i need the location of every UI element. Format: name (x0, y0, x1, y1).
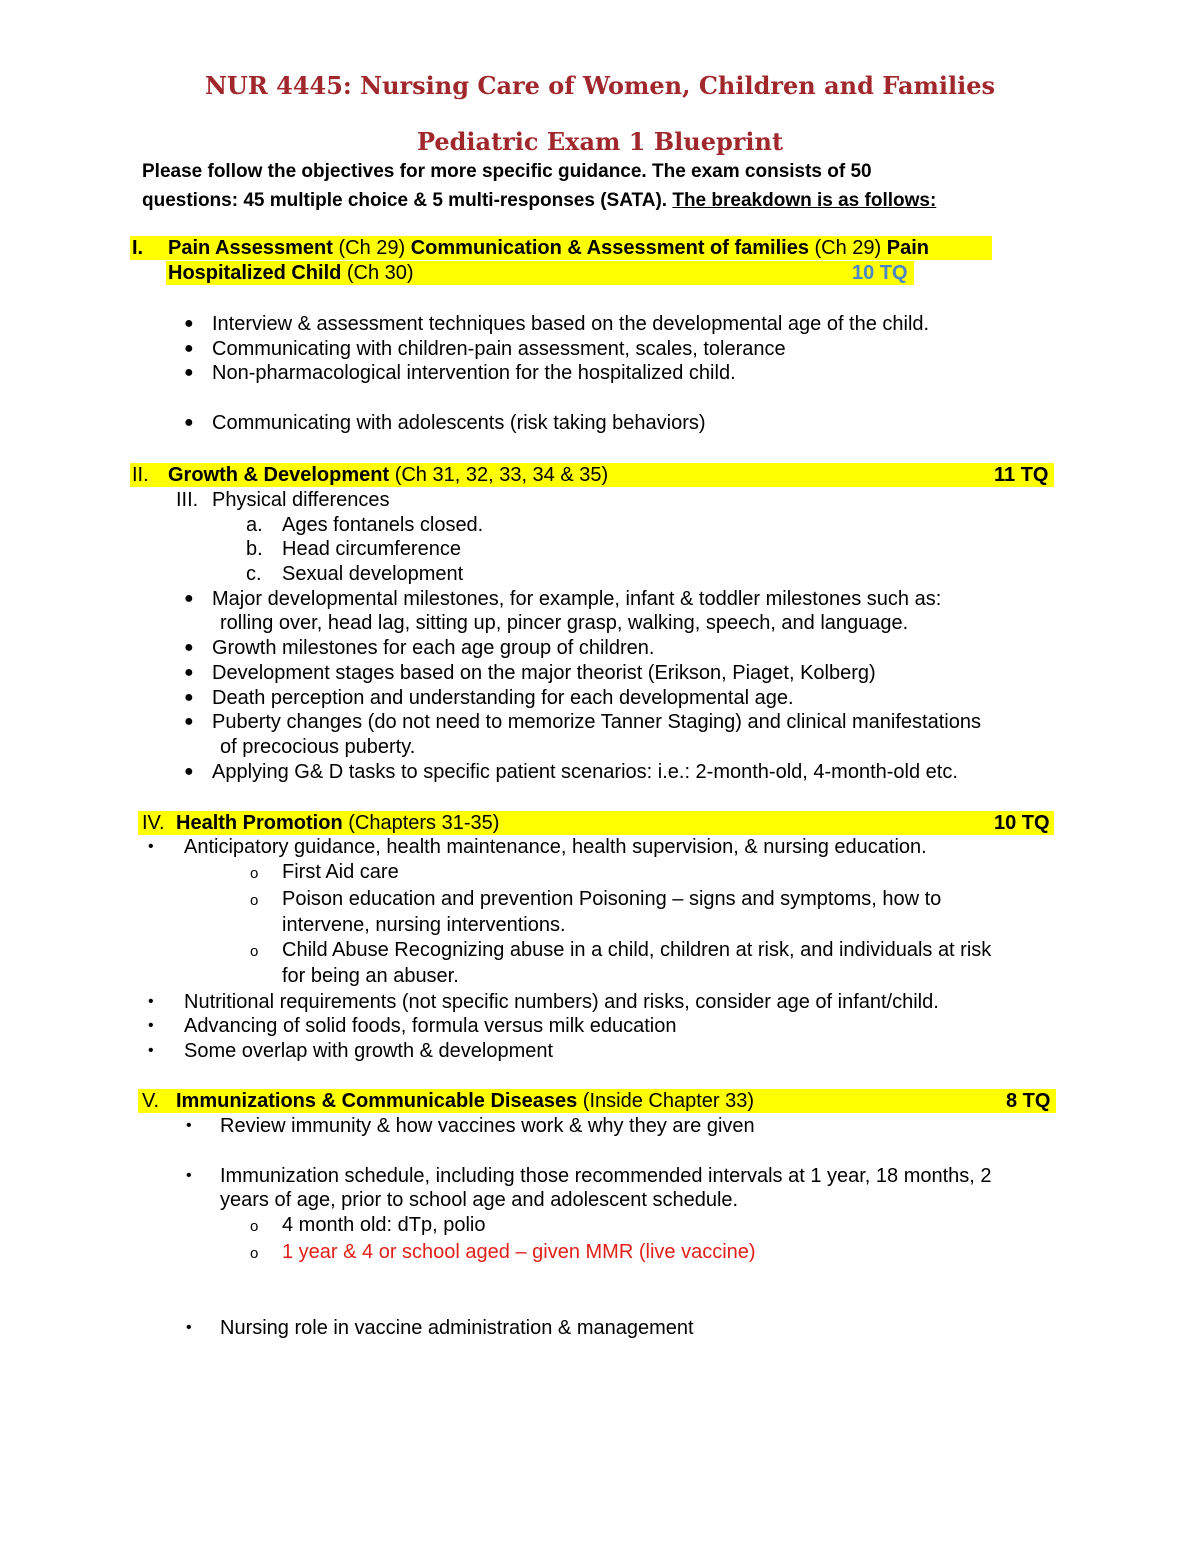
breakdown-label: The breakdown is as follows: (672, 190, 937, 211)
bullet-icon: ● (184, 689, 194, 706)
circle-bullet-icon: o (250, 1245, 259, 1262)
bullet-icon: • (148, 1042, 154, 1059)
circle-bullet-icon: o (250, 865, 259, 882)
section2-heading: Growth & Development (Ch 31, 32, 33, 34 & 35) (168, 464, 609, 486)
section5-heading: Immunizations & Communicable Diseases (Inside Chapter 33) (176, 1090, 754, 1112)
bullet-icon: ● (184, 713, 194, 730)
exam-title: Pediatric Exam 1 Blueprint (416, 127, 784, 156)
section2-sub-number: III. (176, 489, 199, 511)
section4-sub-item-cont: for being an abuser. (282, 965, 459, 987)
section4-item: Advancing of solid foods, formula versus milk education (184, 1015, 677, 1037)
section1-item: Non-pharmacological intervention for the hospitalized child. (212, 362, 736, 384)
bullet-icon: ● (184, 763, 194, 780)
section5-item: Nursing role in vaccine administration & management (220, 1317, 694, 1339)
bullet-icon: ● (184, 364, 194, 381)
bullet-icon: ● (184, 340, 194, 357)
sub-letter: c. (246, 563, 262, 585)
section4-sub-item-cont: intervene, nursing interventions. (282, 914, 566, 936)
section2-item: Major developmental milestones, for example, infant & toddler milestones such as: (212, 588, 942, 610)
section5-sub-item-emphasis: 1 year & 4 or school aged – given MMR (live vaccine) (282, 1241, 756, 1263)
section2-tq: 11 TQ (994, 464, 1049, 486)
circle-bullet-icon: o (250, 1218, 259, 1235)
section5-item: Immunization schedule, including those recommended intervals at 1 year, 18 months, 2 (220, 1165, 992, 1187)
section4-item: Some overlap with growth & development (184, 1040, 554, 1062)
circle-bullet-icon: o (250, 943, 259, 960)
section5-item-cont: years of age, prior to school age and adolescent schedule. (220, 1189, 739, 1211)
section4-number: IV. (142, 812, 165, 834)
section1-item: Communicating with adolescents (risk taking behaviors) (212, 412, 706, 434)
section1-number: I. (132, 237, 144, 259)
section2-item: Applying G& D tasks to specific patient scenarios: i.e.: 2-month-old, 4-month-old etc. (212, 761, 958, 783)
section2-number: II. (132, 464, 149, 486)
section2-item: Development stages based on the major theorist (Erikson, Piaget, Kolberg) (212, 662, 876, 684)
section4-sub-item: Child Abuse Recognizing abuse in a child, children at risk, and individuals at risk (282, 939, 992, 961)
section4-sub-item: First Aid care (282, 861, 399, 883)
circle-bullet-icon: o (250, 892, 259, 909)
bullet-icon: • (148, 1017, 154, 1034)
section1-tq: 10 TQ (852, 262, 908, 284)
section5-number: V. (142, 1090, 160, 1112)
intro-line-2: questions: 45 multiple choice & 5 multi-responses (SATA). The breakdown is as follows: (142, 190, 937, 211)
section2-item: Puberty changes (do not need to memorize Tanner Staging) and clinical manifestations (212, 711, 981, 733)
section4-heading: Health Promotion (Chapters 31-35) (176, 812, 500, 834)
section4-item: Nutritional requirements (not specific numbers) and risks, consider age of infant/child. (184, 991, 939, 1013)
bullet-icon: • (148, 838, 154, 855)
bullet-icon: • (148, 993, 154, 1010)
bullet-icon: ● (184, 664, 194, 681)
sub-item: Ages fontanels closed. (282, 514, 484, 536)
sub-letter: b. (246, 538, 263, 560)
section1-heading: Pain Assessment (Ch 29) Communication & Assessment of families (Ch 29) Pain (168, 237, 930, 259)
section5-sub-item: 4 month old: dTp, polio (282, 1214, 486, 1236)
course-title: NUR 4445: Nursing Care of Women, Children and Families (204, 71, 996, 100)
section2-item-cont: of precocious puberty. (220, 736, 416, 758)
sub-letter: a. (246, 514, 263, 536)
section2-item: Death perception and understanding for each developmental age. (212, 687, 794, 709)
sub-item: Sexual development (282, 563, 464, 585)
intro-line-1: Please follow the objectives for more specific guidance. The exam consists of 50 (142, 161, 872, 182)
section1-heading-line2: Hospitalized Child (Ch 30) (168, 262, 414, 284)
bullet-icon: ● (184, 639, 194, 656)
bullet-icon: • (186, 1167, 192, 1184)
bullet-icon: ● (184, 590, 194, 607)
section4-tq: 10 TQ (994, 812, 1050, 834)
bullet-icon: • (186, 1117, 192, 1134)
section2-item: Growth milestones for each age group of children. (212, 637, 655, 659)
section5-tq: 8 TQ (1006, 1090, 1051, 1112)
section1-item: Interview & assessment techniques based on the developmental age of the child. (212, 313, 930, 335)
section1-item: Communicating with children-pain assessment, scales, tolerance (212, 338, 786, 360)
section2-sub-title: Physical differences (212, 489, 390, 511)
section4-item: Anticipatory guidance, health maintenance, health supervision, & nursing education. (184, 836, 927, 858)
section2-item-cont: rolling over, head lag, sitting up, pincer grasp, walking, speech, and language. (220, 612, 909, 634)
section5-item: Review immunity & how vaccines work & why they are given (220, 1115, 755, 1137)
section4-sub-item: Poison education and prevention Poisoning – signs and symptoms, how to (282, 888, 942, 910)
bullet-icon: • (186, 1319, 192, 1336)
sub-item: Head circumference (282, 538, 461, 560)
bullet-icon: ● (184, 414, 194, 431)
bullet-icon: ● (184, 315, 194, 332)
